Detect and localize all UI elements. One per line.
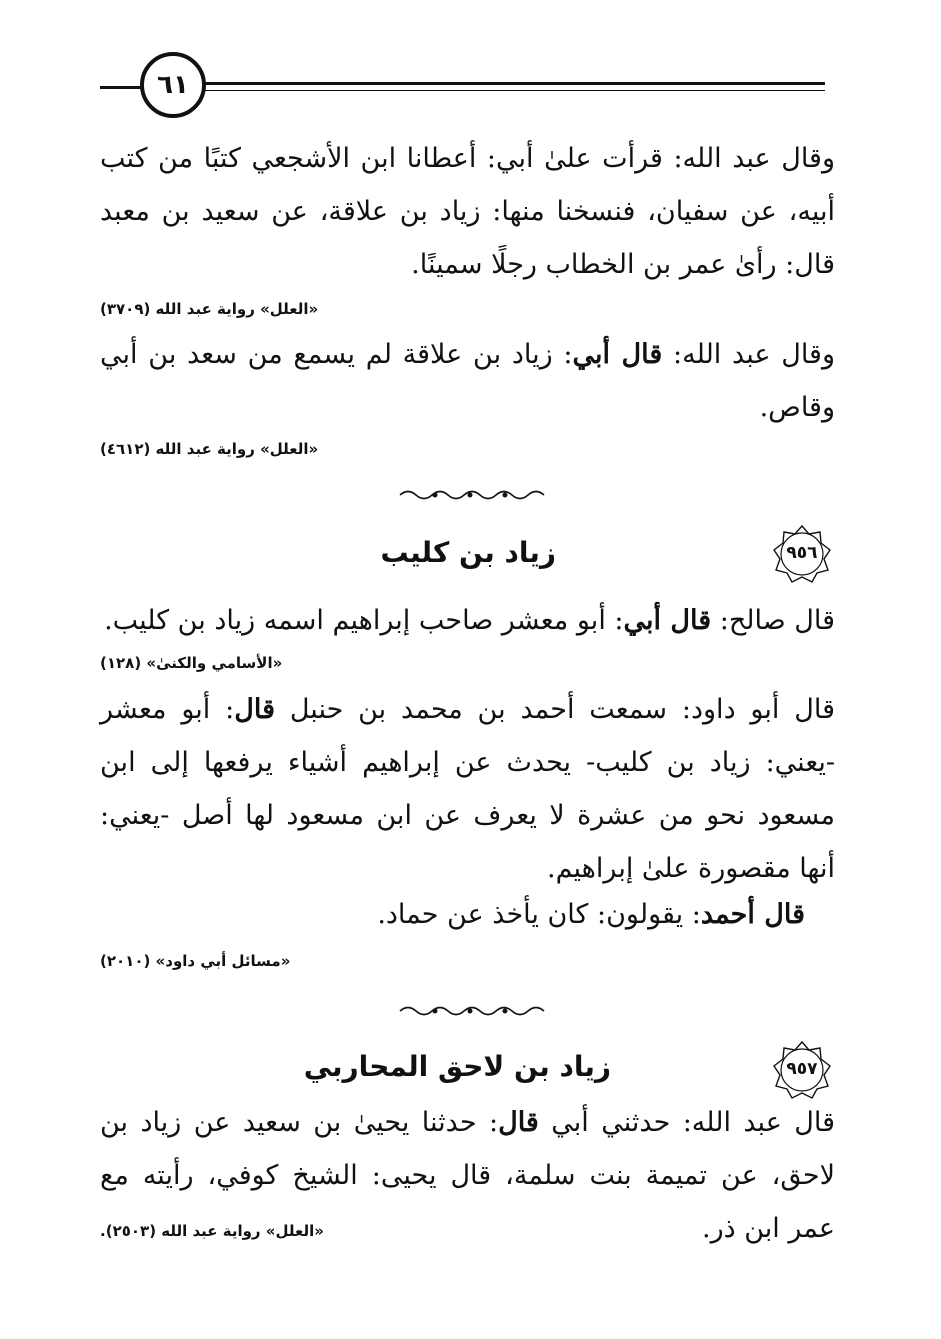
reference-956-2: «مسائل أبي داود» (٢٠١٠): [100, 952, 291, 970]
text-pre: قال عبد الله: حدثني أبي: [538, 1107, 835, 1138]
text-pre: قال أبو داود: سمعت أحمد بن محمد بن حنبل: [275, 694, 835, 725]
ornament-divider: [395, 488, 545, 502]
paragraph-956-2: [100, 683, 835, 895]
header-rule-right: [200, 82, 825, 85]
paragraph-block2: [100, 328, 835, 434]
text-bold: قال أبي: [623, 605, 712, 636]
text-post: : حدثنا يحيىٰ بن سعيد عن زياد بن لاحق، عن تميمة بنت سلمة، قال يحيى: الشيخ كوفي، رأيته مع عمر ابن ذر.: [100, 1107, 835, 1244]
text-post: : زياد بن علاقة لم يسمع من سعد بن أبي وقاص.: [100, 339, 835, 423]
text-post: : أبو معشر صاحب إبراهيم اسمه زياد بن كليب.: [104, 605, 624, 636]
paragraph-956-1: [100, 594, 835, 647]
text-bold: قال: [498, 1107, 539, 1138]
entry-title-956: زياد بن كليب: [380, 536, 556, 569]
paragraph-956-3: [100, 888, 835, 941]
text-post: : يقولون: كان يأخذ عن حماد.: [377, 899, 701, 930]
paragraph-text: وقال عبد الله: قرأت علىٰ أبي: أعطانا ابن الأشجعي كتبًا من كتب أبيه، عن سفيان، فنسخنا منها: زياد بن علاقة، عن سعيد بن معبد قال: رأىٰ عمر بن الخطاب رجلًا سمينًا.: [100, 143, 835, 280]
text-bold: قال أبي: [572, 339, 663, 370]
entry-title-957: زياد بن لاحق المحاربي: [303, 1050, 611, 1083]
text-bold: قال أحمد: [700, 899, 805, 930]
text-pre: قال صالح:: [711, 605, 835, 636]
reference-957: «العلل» رواية عبد الله (٢٥٠٣).: [100, 1222, 324, 1240]
page-number-badge: [140, 52, 206, 118]
ornament-divider: [395, 1004, 545, 1018]
header-rule-left: [100, 86, 142, 89]
text-pre: وقال عبد الله:: [662, 339, 836, 370]
text-post: : أبو معشر -يعني: زياد بن كليب- يحدث عن إبراهيم أشياء يرفعها إلى ابن مسعود نحو من عشرة لا يعرف عن ابن مسعود لها أصل -يعني: أنها مقصورة علىٰ إبراهيم.: [100, 694, 835, 884]
text-bold: قال: [234, 694, 275, 725]
entry-number-956: ٩٥٦: [786, 543, 818, 563]
entry-number-957: ٩٥٧: [786, 1059, 818, 1079]
page-number: ٦١: [157, 70, 189, 100]
reference-block1: «العلل» رواية عبد الله (٣٧٠٩): [100, 300, 319, 318]
reference-956-1: «الأسامي والكنىٰ» (١٢٨): [100, 654, 283, 672]
reference-block2: «العلل» رواية عبد الله (٤٦١٢): [100, 440, 319, 458]
header-rule-right-thin: [200, 90, 825, 91]
paragraph-block1: [100, 132, 835, 291]
